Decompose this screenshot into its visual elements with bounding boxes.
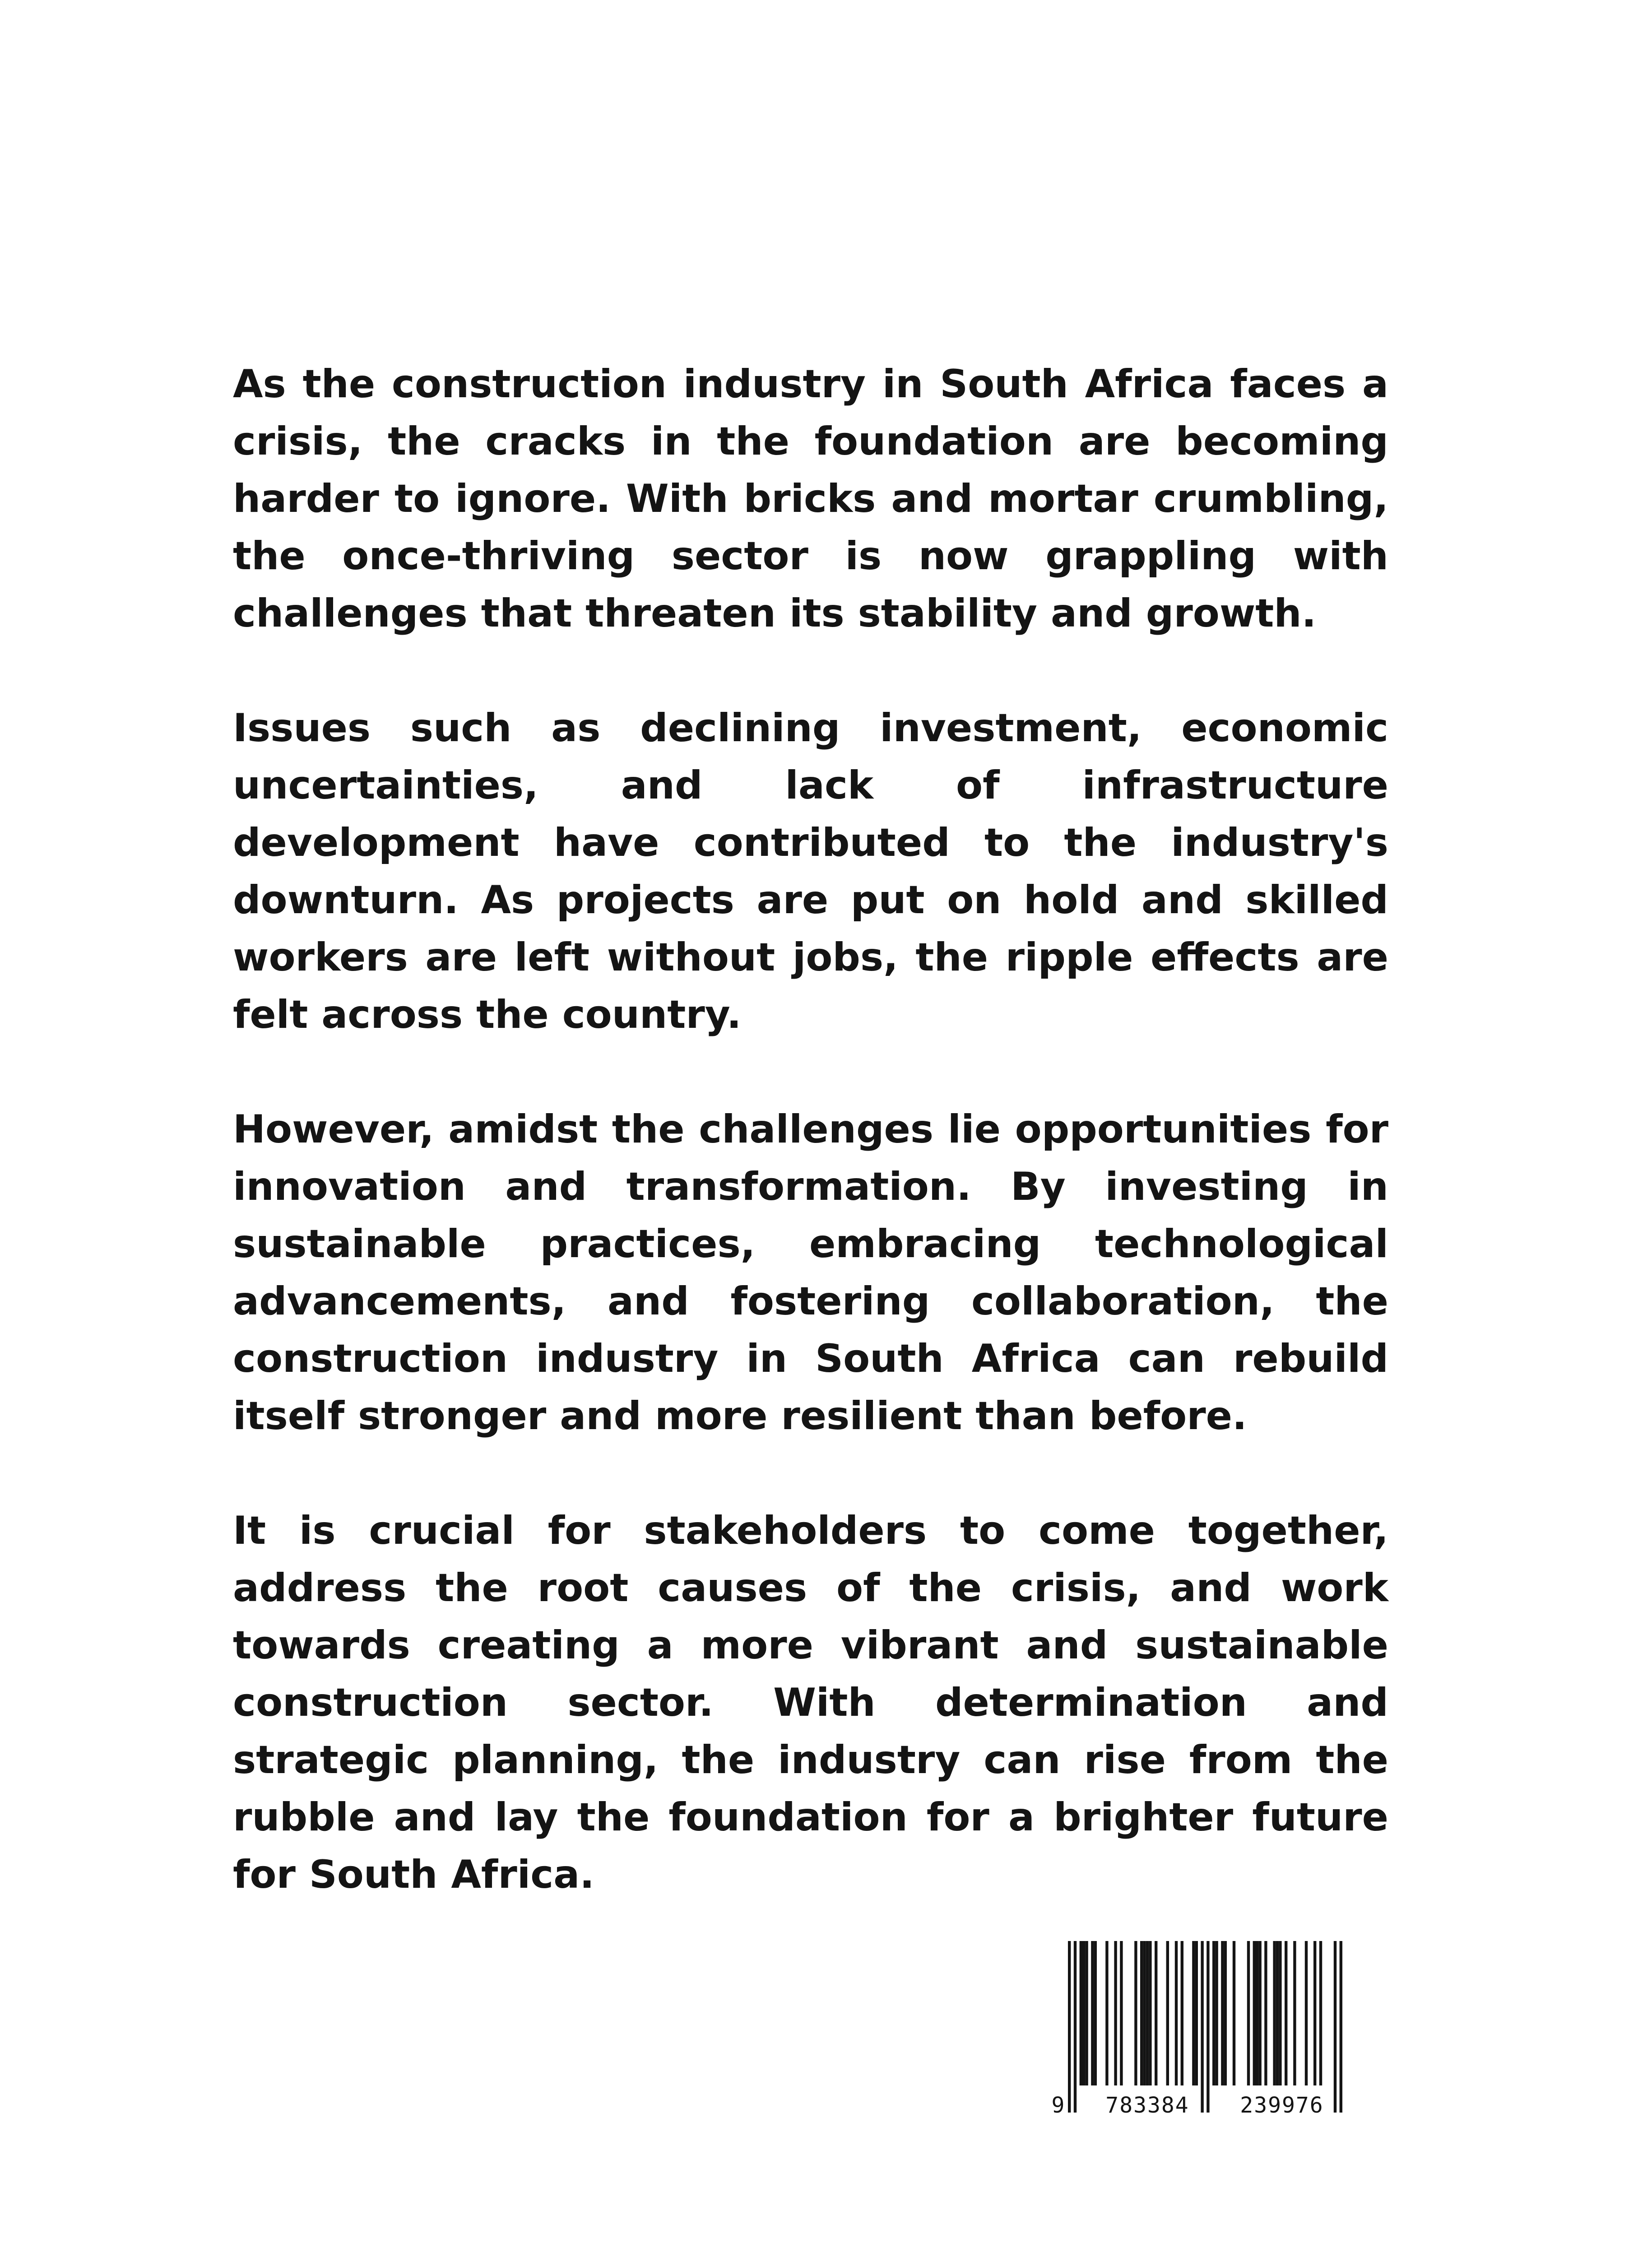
barcode-bar: [1305, 1941, 1308, 2085]
barcode-bar: [1195, 1941, 1198, 2085]
barcode-bars: [1068, 1941, 1342, 2113]
barcode-bar: [1085, 1941, 1088, 2085]
barcode-bar: [1105, 1941, 1108, 2085]
barcode-guard-bar: [1074, 1941, 1077, 2113]
barcode-bar: [1181, 1941, 1183, 2085]
barcode-bar: [1256, 1941, 1258, 2085]
barcode-bar: [1285, 1941, 1287, 2085]
barcode-bar: [1224, 1941, 1227, 2085]
barcode-bar: [1149, 1941, 1151, 2085]
barcode-first-digit: 9: [1051, 2093, 1065, 2117]
barcode-bar: [1276, 1941, 1279, 2085]
barcode-bar: [1080, 1941, 1082, 2085]
barcode-bar: [1175, 1941, 1178, 2085]
barcode-bar: [1082, 1941, 1085, 2085]
blurb-text: [233, 356, 1388, 1904]
barcode-bar: [1258, 1941, 1261, 2085]
blurb-paragraph-4: It is crucial for stakeholders to come together, address the root causes of the crisis, and work towards creating a more vibrant and sustainable construction sector. With determination and strategic planning, the industry can rise from the rubble and lay the foundation for a brighter future for South Africa.: [233, 1508, 1388, 1897]
barcode-bar: [1094, 1941, 1097, 2085]
barcode-bar: [1279, 1941, 1281, 2085]
barcode-bar: [1313, 1941, 1316, 2085]
barcode-bar: [1134, 1941, 1137, 2085]
barcode-left-digits: 783384: [1105, 2093, 1189, 2117]
barcode-bar: [1192, 1941, 1195, 2085]
barcode-bar: [1273, 1941, 1276, 2085]
barcode-bar: [1140, 1941, 1143, 2085]
blurb-paragraph-1: As the construction industry in South Africa faces a crisis, the cracks in the foundation are becoming harder to ignore. With bricks and mortar crumbling, the once-thriving sector is now grappling with challenges that threaten its stability and growth.: [233, 362, 1388, 636]
barcode-bar: [1114, 1941, 1117, 2085]
barcode-bar: [1264, 1941, 1267, 2085]
barcode-guard-bar: [1334, 1941, 1336, 2113]
barcode-guard-bar: [1068, 1941, 1071, 2113]
barcode-bar: [1120, 1941, 1123, 2085]
barcode-bar: [1166, 1941, 1169, 2085]
barcode-bar: [1146, 1941, 1149, 2085]
barcode-bar: [1215, 1941, 1218, 2085]
barcode-bar: [1221, 1941, 1224, 2085]
isbn-barcode: [1047, 1937, 1363, 2117]
barcode-bar: [1212, 1941, 1215, 2085]
barcode-bar: [1233, 1941, 1235, 2085]
barcode-bar: [1091, 1941, 1094, 2085]
barcode-right-digits: 239976: [1240, 2093, 1324, 2117]
barcode-bar: [1155, 1941, 1157, 2085]
blurb-paragraph-3: However, amidst the challenges lie opportunities for innovation and transformation. By investing in sustainable practices, embracing technological advancements, and fostering collaboration, the construction industry in South Africa can rebuild itself stronger and more resilient than before.: [233, 1107, 1388, 1439]
barcode-guard-bar: [1207, 1941, 1209, 2113]
barcode-bar: [1253, 1941, 1256, 2085]
barcode-bar: [1247, 1941, 1250, 2085]
blurb-paragraph-2: Issues such as declining investment, economic uncertainties, and lack of infrastructure development have contributed to the industry's downturn. As projects are put on hold and skilled workers are left without jobs, the ripple effects are felt across the country.: [233, 706, 1388, 1037]
barcode-bar: [1293, 1941, 1296, 2085]
barcode-guard-bar: [1340, 1941, 1342, 2113]
barcode-guard-bar: [1201, 1941, 1203, 2113]
barcode-bar: [1143, 1941, 1146, 2085]
barcode-bar: [1319, 1941, 1322, 2085]
